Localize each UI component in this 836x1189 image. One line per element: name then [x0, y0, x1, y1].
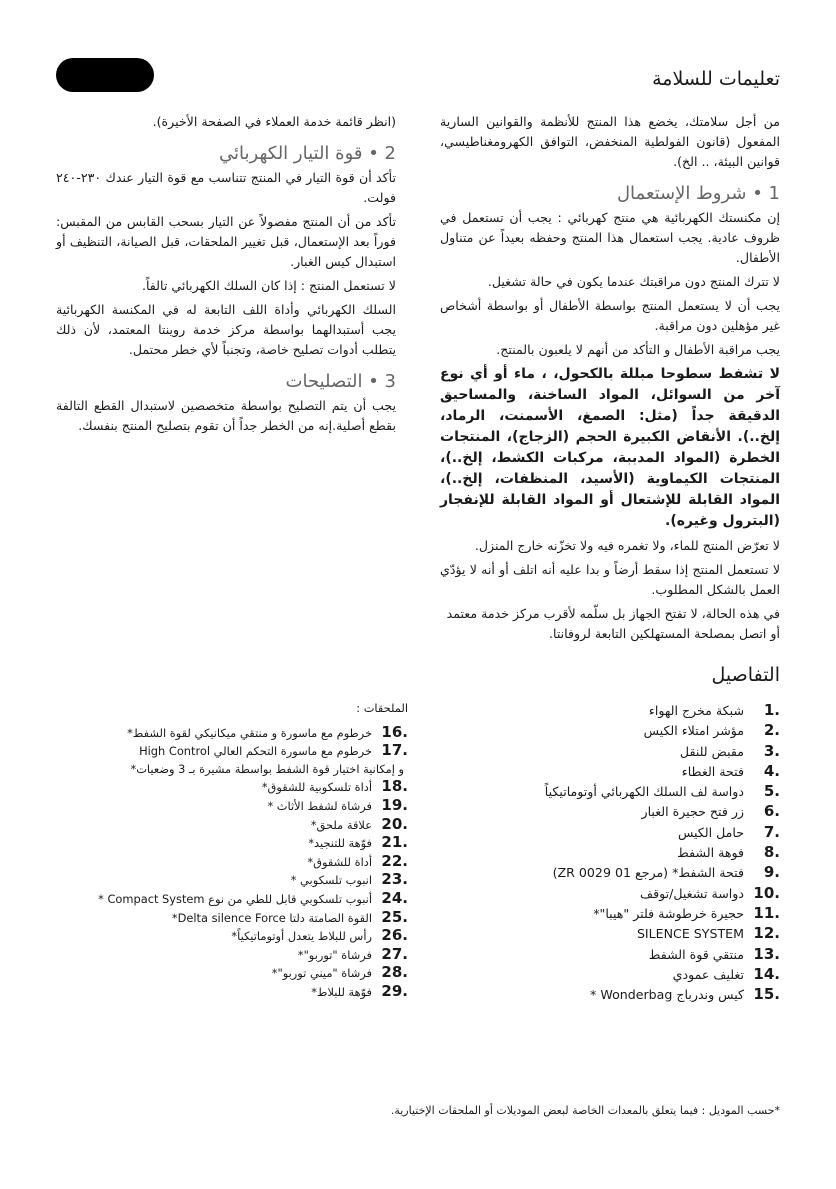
- list-item: [480, 923, 780, 943]
- item-label: فرشاة "توربو"*: [297, 947, 372, 962]
- item-number: 17.: [381, 741, 408, 760]
- item-number: 24.: [381, 888, 408, 907]
- item-label: و إمكانية اختيار قوة الشفط بواسطة مشيرة بـ 3 وضعيات*: [130, 761, 404, 776]
- item-number: 14.: [753, 964, 780, 983]
- paragraph: تأكد من أن المنتج مفصولاً عن التيار بسحب القابس من المقبس: فوراً بعد الإستعمال، قبل تغيير الملحقات، قبل الصيانة، التنظيف أو استبدال كيس الغبار.: [56, 214, 396, 269]
- item-number: 29.: [381, 981, 408, 1000]
- paragraph: لا تعرّض المنتج للماء، ولا تغمره فيه ولا تخزّنه خارج المنزل.: [474, 538, 780, 553]
- item-number: 7.: [763, 822, 780, 841]
- item-label: SILENCE SYSTEM: [636, 926, 744, 942]
- list-item: [480, 781, 780, 801]
- item-number: 23.: [381, 870, 408, 889]
- item-label: مقبض للنقل: [679, 743, 744, 759]
- paragraph: لا تترك المنتج دون مراقبتك عندما يكون في حالة تشغيل.: [487, 274, 780, 289]
- list-item: [48, 909, 408, 928]
- section-title: التصليحات: [285, 371, 363, 392]
- paragraph: لا تستعمل المنتج إذا سقط أرضاً و بدا عليه أنه اتلف أو أنه لا يؤدّي العمل بالشكل المطلوب.: [440, 562, 780, 597]
- list-item: [480, 862, 780, 882]
- section-number: 3: [384, 371, 396, 392]
- item-number: 28.: [381, 963, 408, 982]
- section-title: شروط الإستعمال: [616, 183, 747, 204]
- parts-list: [480, 700, 780, 1004]
- paragraph: يجب أن يتم التصليح بواسطة متخصصين لاستبدال القطع التالفة بقطع أصلية.إنه من الخطر جداً أن تقوم بتصليح المنتج بنفسك.: [56, 398, 396, 433]
- list-item-continuation: [48, 761, 408, 779]
- item-number: 5.: [763, 782, 780, 801]
- list-item: [48, 853, 408, 872]
- list-item: [48, 890, 408, 909]
- item-label: فوهة الشفط: [677, 845, 744, 861]
- list-item: [48, 797, 408, 816]
- list-item: [480, 801, 780, 821]
- item-label: زر فتح حجيرة الغبار: [641, 804, 744, 820]
- paragraph: يجب أن لا يستعمل المنتج بواسطة الأطفال أو بواسطة أشخاص غير مؤهلين دون مراقبة.: [440, 298, 780, 333]
- item-label: فرشاة "ميني توربو"*: [271, 966, 372, 981]
- item-number: 6.: [763, 802, 780, 821]
- list-item: [480, 964, 780, 984]
- item-label: القوة الصامتة دلتا Delta silence Force*: [171, 910, 372, 925]
- details-title: التفاصيل: [711, 664, 780, 686]
- item-number: 10.: [753, 883, 780, 902]
- safety-left-column: [56, 112, 396, 440]
- page-title: تعليمات للسلامة: [652, 68, 780, 90]
- footnote: *حسب الموديل : فيما يتعلق بالمعدات الخاصة لبعض الموديلات أو الملحقات الإختيارية.: [390, 1104, 780, 1117]
- list-item: [480, 720, 780, 740]
- item-label: أنبوب تلسكوبي قابل للطي من نوع Compact System *: [98, 891, 372, 906]
- item-number: 4.: [763, 761, 780, 780]
- item-number: 9.: [763, 863, 780, 882]
- item-number: 25.: [381, 907, 408, 926]
- item-number: 2.: [763, 721, 780, 740]
- warning-paragraph: لا تشفط سطوحا مبللة بالكحول، ، ماء أو أي نوع آخر من السوائل، المواد الساخنة، والمساحيق الدقيقة جداً (مثل: الصمغ، الأسمنت، الرماد، إلخ..). الأنقاض الكبيرة الحجم (الزجاج)، المنتجات الخطرة (المواد المدببة، مركبات الكشط، إلخ..)، المنتجات الكيماوية (الأسيد، المنظفات، إلخ..)، المواد القابلة للإشتعال أو المواد القابلة للإنفجار (البترول وغيره).: [440, 366, 780, 529]
- section-title: قوة التيار الكهربائي: [219, 143, 363, 164]
- paragraph: يجب مراقبة الأطفال و التأكد من أنهم لا يلعبون بالمنتج.: [496, 342, 780, 357]
- accessories-list: [48, 700, 408, 1002]
- item-label: فتحة الشفط* (مرجع ZR 0029 01): [552, 865, 744, 881]
- item-label: مؤشر امتلاء الكيس: [643, 723, 744, 739]
- item-label: حجيرة خرطوشة فلتر "هيبا"*: [593, 905, 744, 921]
- item-label: فرشاة لشفط الأثاث *: [267, 798, 372, 813]
- section-number: 2: [384, 143, 396, 164]
- item-label: دواسة تشغيل/توقف: [640, 885, 744, 901]
- section-number: 1: [768, 183, 780, 204]
- item-number: 1.: [763, 701, 780, 719]
- item-number: 16.: [381, 722, 408, 741]
- item-label: أداة للشقوق*: [307, 854, 372, 869]
- list-item: [480, 883, 780, 903]
- list-item: [480, 700, 780, 720]
- section-heading-repairs: 3 • التصليحات: [285, 371, 396, 392]
- list-item: [48, 964, 408, 983]
- list-item: [48, 871, 408, 890]
- item-label: دواسة لف السلك الكهربائي أوتوماتيكياً: [544, 784, 744, 800]
- paragraph: تأكد أن قوة التيار في المنتج تتناسب مع قوة التيار عندك ٢٣٠-٢٤٠ فولت.: [56, 170, 396, 205]
- item-number: 3.: [763, 741, 780, 760]
- list-item: [480, 822, 780, 842]
- item-label: خرطوم مع ماسورة التحكم العالي High Control: [139, 744, 372, 759]
- paragraph: لا تستعمل المنتج : إذا كان السلك الكهربائي تالفاً.: [141, 278, 396, 293]
- list-item: [48, 834, 408, 853]
- section-heading-usage: 1 • شروط الإستعمال: [616, 183, 780, 204]
- list-item: [480, 741, 780, 761]
- item-label: كيس وندرباج Wonderbag *: [590, 987, 744, 1003]
- black-tab-marker: [56, 58, 154, 92]
- item-label: أداة تلسكوبية للشقوق*: [261, 780, 372, 795]
- safety-right-column: [440, 112, 780, 648]
- paragraph: السلك الكهربائي وأداة اللف التابعة له في المكنسة الكهربائية يجب أستبدالهما بواسطة مركز خدمة روينتا المعتمد، لأن ذلك يتطلب أدوات تصليح خاصة، وتجنباً لأي خطر محتمل.: [56, 302, 396, 357]
- list-item: [480, 903, 780, 923]
- list-item: [48, 983, 408, 1002]
- item-label: فوّهة للتنجيد*: [308, 836, 372, 851]
- item-label: تغليف عمودي: [672, 966, 744, 982]
- list-item: [48, 742, 408, 761]
- item-number: 13.: [753, 944, 780, 963]
- item-number: 26.: [381, 926, 408, 945]
- item-number: 11.: [753, 903, 780, 922]
- accessories-heading: الملحقات :: [356, 701, 408, 715]
- item-number: 21.: [381, 833, 408, 852]
- item-number: 27.: [381, 944, 408, 963]
- item-number: 15.: [753, 985, 780, 1004]
- list-item: [480, 761, 780, 781]
- intro-paragraph: (انظر قائمة خدمة العملاء في الصفحة الأخيرة).: [152, 114, 396, 129]
- item-label: خرطوم مع ماسورة و منتقي ميكانيكي لقوة الشفط*: [127, 725, 372, 740]
- intro-paragraph: من أجل سلامتك، يخضع هذا المنتج للأنظمة والقوانين السارية المفعول (قانون الفولطية المنخفض، التوافق الكهرومغناطيسي، قوانين البيئة، .. الخ).: [440, 114, 780, 169]
- item-number: 18.: [381, 777, 408, 796]
- list-item: [48, 778, 408, 797]
- item-label: رأس للبلاط يتعدل أوتوماتيكياً*: [231, 929, 372, 944]
- item-number: 8.: [763, 843, 780, 862]
- item-number: 12.: [753, 924, 780, 943]
- section-heading-power: 2 • قوة التيار الكهربائي: [219, 143, 396, 164]
- item-label: فتحة الغطاء: [681, 763, 744, 779]
- item-number: 19.: [381, 795, 408, 814]
- list-item: [48, 946, 408, 965]
- item-label: انبوب تلسكوبي *: [290, 873, 372, 888]
- list-item: [48, 927, 408, 946]
- list-item: [480, 842, 780, 862]
- item-label: علاقة ملحق*: [310, 817, 372, 832]
- item-label: فوّهة للبلاط*: [311, 984, 372, 999]
- list-item: [48, 724, 408, 743]
- item-label: منتقي قوة الشفط: [648, 946, 744, 962]
- item-label: شبكة مخرج الهواء: [648, 703, 744, 718]
- list-item: [480, 984, 780, 1004]
- list-item: [480, 944, 780, 964]
- item-number: 20.: [381, 814, 408, 833]
- item-label: حامل الكيس: [677, 824, 744, 840]
- item-number: 22.: [381, 851, 408, 870]
- paragraph: إن مكنستك الكهربائية هي منتج كهربائي : يجب أن تستعمل في ظروف عادية. يجب استعمال هذا المنتج وحفظه بعيداً عن متناول الأطفال.: [440, 210, 780, 265]
- paragraph: في هذه الحالة، لا تفتح الجهاز بل سلّمه لأقرب مركز خدمة معتمد أو اتصل بمصلحة المستهلكين التابعة لروفانتا.: [446, 606, 780, 641]
- list-item: [48, 816, 408, 835]
